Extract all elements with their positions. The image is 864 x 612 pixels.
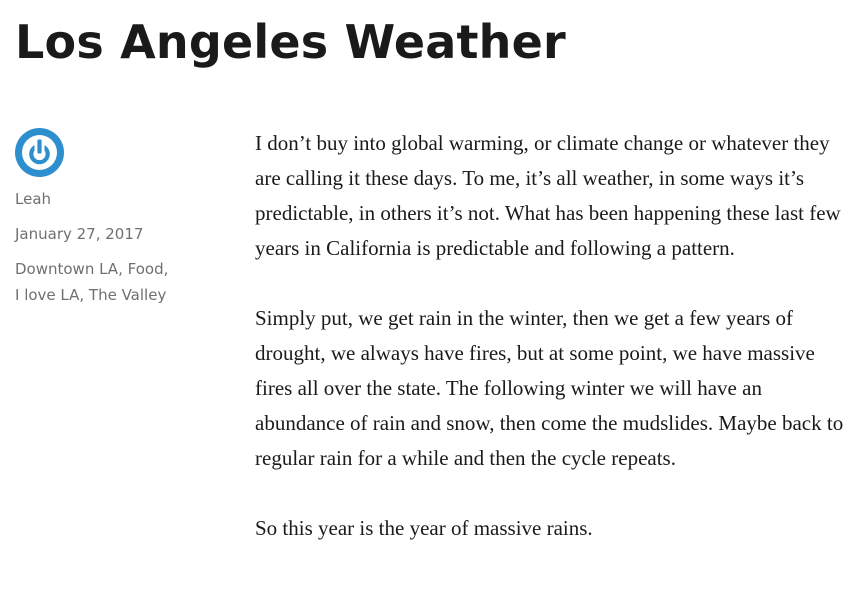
author-avatar-power-icon[interactable] — [15, 128, 64, 177]
paragraph: I don’t buy into global warming, or climate change or whatever they are calling it these days. To me, it’s all weather, in some ways it’s predictable, in others it’s not. What has been happening these last few years in California is predictable and following a pattern. — [255, 131, 841, 260]
post-title: Los Angeles Weather — [15, 15, 566, 69]
post-date[interactable]: January 27, 2017 — [15, 225, 144, 243]
paragraph: So this year is the year of massive rains. — [255, 516, 593, 540]
category-downtown-la[interactable]: Downtown LA, — [15, 260, 128, 278]
category-links — [15, 256, 215, 308]
entry-content — [255, 126, 855, 581]
category-food[interactable]: Food, — [127, 260, 169, 278]
paragraph: Simply put, we get rain in the winter, then we get a few years of drought, we always have fires, but at some point, we have massive fires all over the state. The following winter we will have an abundance of rain and snow, then come the mudslides. Maybe back to regular rain for a while and then the cycle repeats. — [255, 306, 844, 470]
entry-meta — [15, 128, 215, 304]
author-name[interactable]: Leah — [15, 190, 52, 208]
category-i-love-la[interactable]: I love LA, — [15, 286, 89, 304]
category-the-valley[interactable]: The Valley — [88, 286, 167, 304]
